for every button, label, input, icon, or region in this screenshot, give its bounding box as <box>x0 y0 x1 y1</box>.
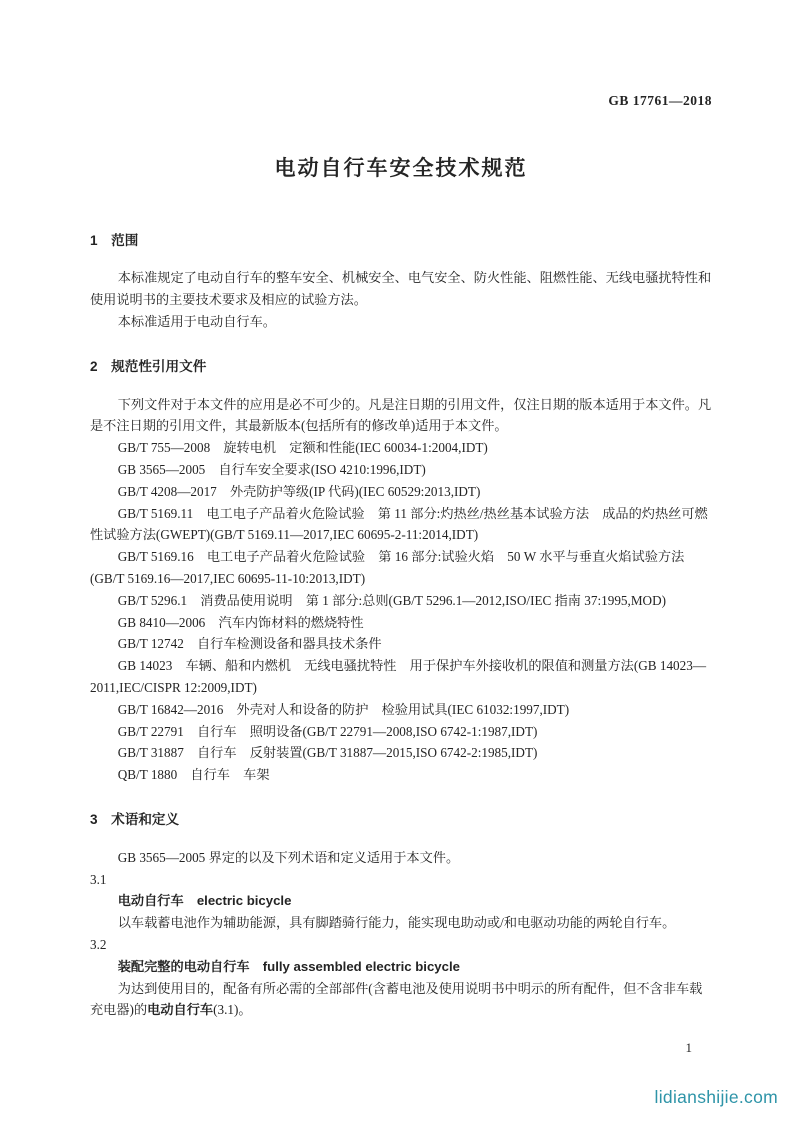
reference-item: GB/T 755—2008 旋转电机 定额和性能(IEC 60034-1:2004,IDT) <box>117 440 488 456</box>
section1-paragraph-2: 本标准适用于电动自行车。 <box>117 313 276 329</box>
reference-item: QB/T 1880 自行车 车架 <box>117 767 270 783</box>
reference-item: GB/T 16842—2016 外壳对人和设备的防护 检验用试具(IEC 61032:1997,IDT) <box>117 701 570 717</box>
section2-heading: 2 规范性引用文件 <box>90 358 207 374</box>
section1-heading: 1 范围 <box>90 232 139 248</box>
reference-item: GB/T 5169.16 电工电子产品着火危险试验 第 16 部分:试验火焰 50 W 水平与垂直火焰试验方法(GB/T 5169.16—2017,IEC 60695-11-10:2013,IDT) <box>90 549 685 586</box>
page-number: 1 <box>685 1040 692 1056</box>
term2-number: 3.2 <box>90 936 107 952</box>
term2-name: 装配完整的电动自行车 fully assembled electric bicycle <box>117 958 460 974</box>
section3-heading: 3 术语和定义 <box>90 811 180 827</box>
reference-item: GB/T 22791 自行车 照明设备(GB/T 22791—2008,ISO 6742-1:1987,IDT) <box>117 723 538 739</box>
section3-intro: GB 3565—2005 界定的以及下列术语和定义适用于本文件。 <box>117 849 460 865</box>
reference-item: GB/T 12742 自行车检测设备和器具技术条件 <box>117 636 382 652</box>
page-title: 电动自行车安全技术规范 <box>274 156 528 180</box>
reference-item: GB/T 5296.1 消费品使用说明 第 1 部分:总则(GB/T 5296.1—2012,ISO/IEC 指南 37:1995,MOD) <box>117 592 666 608</box>
term2-definition <box>90 978 712 1022</box>
reference-item: GB/T 31887 自行车 反射装置(GB/T 31887—2015,ISO 6742-2:1985,IDT) <box>117 745 538 761</box>
reference-item: GB/T 4208—2017 外壳防护等级(IP 代码)(IEC 60529:2013,IDT) <box>117 483 481 499</box>
reference-item: GB 8410—2006 汽车内饰材料的燃烧特性 <box>117 614 364 630</box>
term1-definition: 以车载蓄电池作为辅助能源，具有脚踏骑行能力，能实现电助动或/和电驱动功能的两轮自行车。 <box>117 915 676 931</box>
reference-item: GB 14023 车辆、船和内燃机 无线电骚扰特性 用于保护车外接收机的限值和测量方法(GB 14023—2011,IEC/CISPR 12:2009,IDT) <box>90 658 707 695</box>
section2-intro: 下列文件对于本文件的应用是必不可少的。凡是注日期的引用文件，仅注日期的版本适用于本文件。凡是不注日期的引用文件，其最新版本(包括所有的修改单)适用于本文件。 <box>90 396 712 434</box>
term2-definition-suffix: (3.1)。 <box>213 1002 252 1018</box>
section1-paragraph-1: 本标准规定了电动自行车的整车安全、机械安全、电气安全、防火性能、阻燃性能、无线电骚扰特性和使用说明书的主要技术要求及相应的试验方法。 <box>90 270 712 308</box>
reference-item: GB/T 5169.11 电工电子产品着火危险试验 第 11 部分:灼热丝/热丝基本试验方法 成品的灼热丝可燃性试验方法(GWEPT)(GB/T 5169.11—2017,IEC 60695-2-11:2014,IDT) <box>90 505 708 543</box>
references-list <box>90 437 712 786</box>
term1-number: 3.1 <box>90 871 107 887</box>
term2-definition-prefix: 为达到使用目的，配备有所必需的全部部件(含蓄电池及使用说明书中明示的所有配件，但不含非车载充电器)的 <box>90 980 703 1018</box>
term1-name: 电动自行车 electric bicycle <box>117 893 292 909</box>
document-code: GB 17761—2018 <box>608 93 712 108</box>
reference-item: GB 3565—2005 自行车安全要求(ISO 4210:1996,IDT) <box>117 461 426 477</box>
term2-definition-bold-term: 电动自行车 <box>147 1002 214 1018</box>
watermark-url: lidianshijie.com <box>654 1087 778 1108</box>
